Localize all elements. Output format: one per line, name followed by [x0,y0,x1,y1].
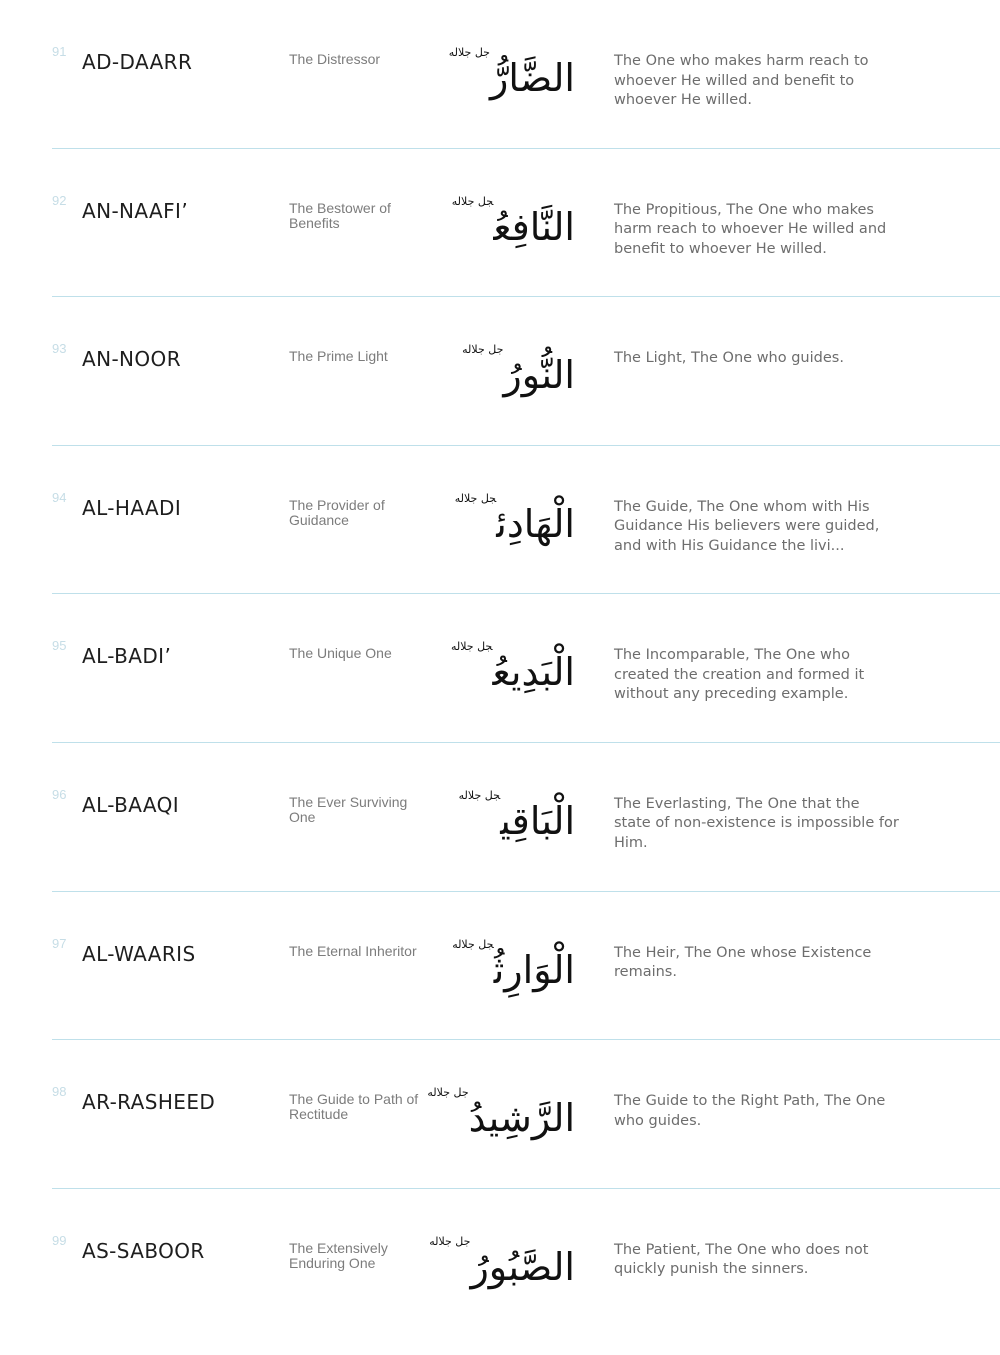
name-row-96 [0,743,1000,892]
name-meaning: The Prime Light [289,348,388,365]
name-meaning: The Bestower of Benefits [289,199,391,231]
name-row-92 [0,149,1000,298]
name-meaning: The Distressor [289,51,381,67]
name-description: The One who makes harm reach to whoever He willed and benefit to whoever He willed. [614,53,869,108]
name-description: The Heir, The One whose Existence remains. [614,944,872,981]
name-number: 96 [52,786,67,802]
name-row-91 [0,0,1000,149]
name-meaning: The Eternal Inheritor [289,942,417,959]
arabic-name: الْبَدِيعُ [492,650,575,695]
arabic-calligraphy [440,484,575,564]
name-row-99 [0,1189,1000,1338]
honorific-mark: جل جلاله [454,491,497,505]
name-meaning: The Unique One [289,645,392,662]
name-meaning: The Guide to Path of Rectitude [289,1091,419,1123]
name-row-95 [0,594,1000,743]
name-description: The Guide, The One whom with His Guidance His believers were guided, and with His Guidance the livi... [614,498,880,554]
name-meaning: The Extensively Enduring One [289,1239,388,1271]
name-number: 91 [52,44,67,59]
arabic-calligraphy [440,38,575,118]
name-number: 94 [52,489,67,505]
arabic-name: الرَّشِيدُ [468,1096,575,1141]
name-transliteration: AN-NOOR [82,347,182,372]
name-description: The Incomparable, The One who created the creation and formed it without any preceding example. [614,647,865,703]
name-meaning: The Provider of Guidance [289,496,385,528]
honorific-mark: جل جلاله [458,788,501,802]
honorific-mark: جل جلاله [450,640,493,654]
name-transliteration: AL-WAARIS [82,941,196,966]
name-transliteration: AR-RASHEED [82,1090,216,1115]
arabic-name: النُّورُ [503,353,575,398]
name-transliteration: AL-HAADI [82,495,182,520]
name-transliteration: AD-DAARR [82,50,193,74]
honorific-mark: جل جلاله [462,343,504,357]
name-transliteration: AL-BADI’ [82,644,172,669]
arabic-name: الْبَاقِي [500,798,575,843]
name-meaning: The Ever Surviving One [289,793,408,825]
name-transliteration: AN-NAAFI’ [82,198,189,223]
name-number: 97 [52,935,67,951]
arabic-calligraphy [440,187,575,267]
arabic-calligraphy [440,781,575,861]
arabic-calligraphy [440,930,575,1010]
name-row-94 [0,446,1000,595]
honorific-mark: جل جلاله [451,194,494,208]
arabic-name: النَّافِعُ [493,204,575,249]
name-number: 99 [52,1232,67,1248]
name-transliteration: AS-SABOOR [82,1238,205,1263]
name-number: 93 [52,341,67,357]
arabic-calligraphy [440,632,575,712]
name-row-98 [0,1040,1000,1189]
arabic-name: الْوَارِثُ [493,947,575,992]
honorific-mark: جل جلاله [452,937,494,951]
name-description: The Light, The One who guides. [614,350,844,367]
arabic-name: الضَّارُّ [489,56,575,100]
honorific-mark: جل جلاله [427,1086,469,1100]
arabic-calligraphy [429,1227,575,1307]
arabic-calligraphy [440,335,575,415]
name-number: 95 [52,638,67,654]
name-row-93 [0,297,1000,446]
name-description: The Everlasting, The One that the state of non-existence is impossible for Him. [614,795,899,851]
name-row-97 [0,892,1000,1041]
name-transliteration: AL-BAAQI [82,792,180,817]
name-number: 92 [52,192,67,208]
arabic-name: الصَّبُورُ [470,1244,575,1289]
name-description: The Patient, The One who does not quickly punish the sinners. [614,1241,869,1278]
arabic-name: الْهَادِئ [496,501,575,546]
name-description: The Guide to the Right Path, The One who guides. [614,1093,886,1129]
name-number: 98 [52,1084,67,1100]
name-description: The Propitious, The One who makes harm reach to whoever He willed and benefit to whoever He willed. [614,201,887,257]
arabic-calligraphy [427,1078,575,1158]
honorific-mark: جل جلاله [429,1234,471,1248]
honorific-mark: جل جلاله [448,46,490,59]
